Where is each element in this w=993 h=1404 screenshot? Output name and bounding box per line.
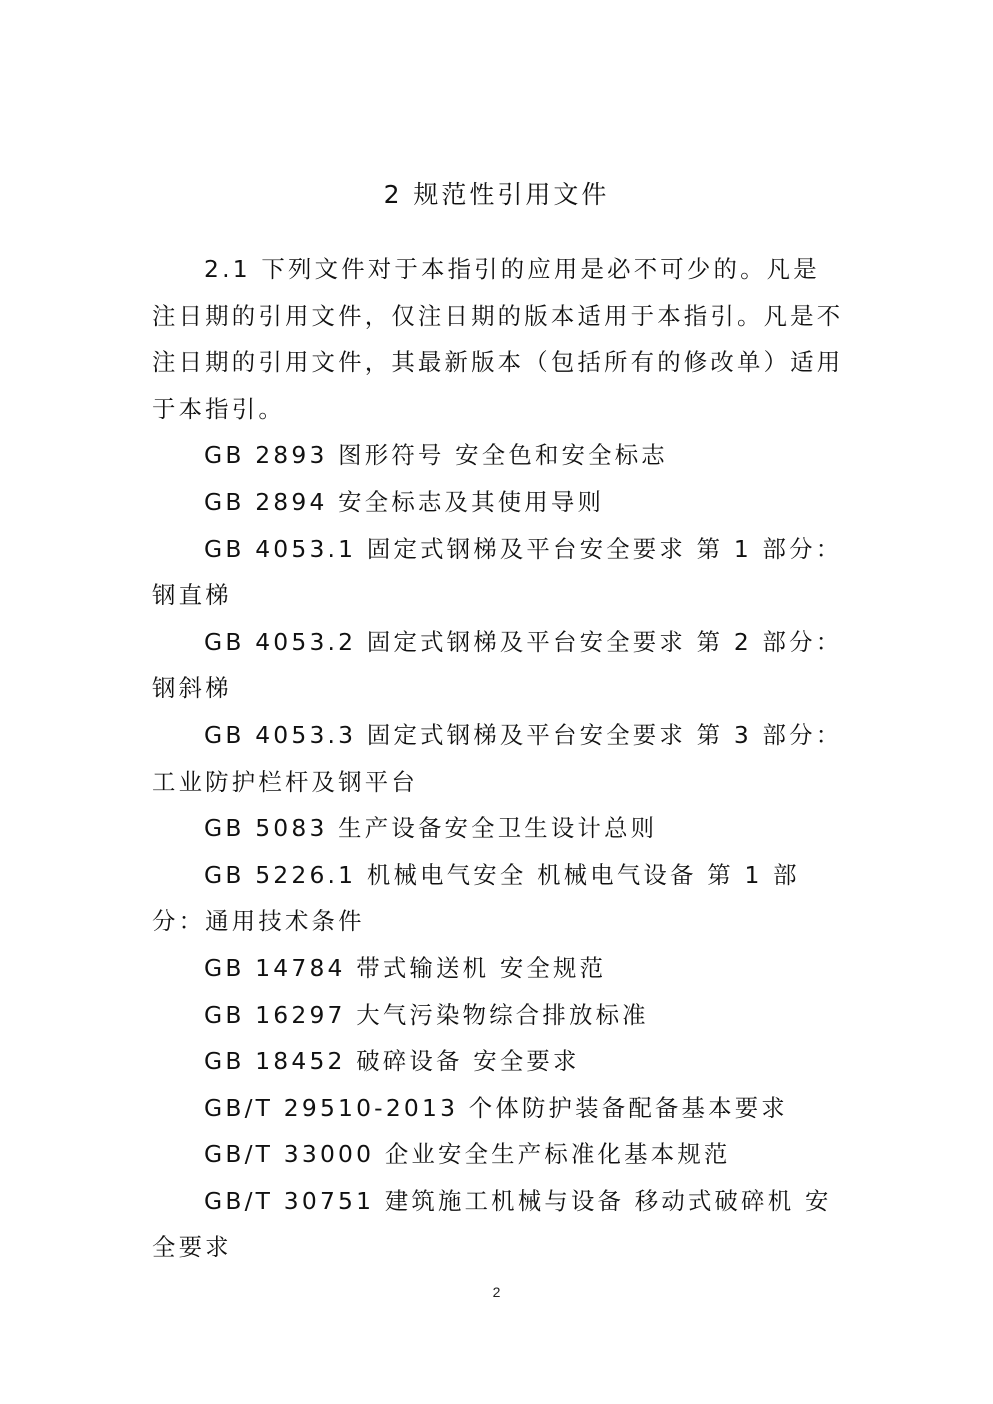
reference-item: GB 2894 安全标志及其使用导则: [204, 487, 605, 516]
reference-item: GB/T 29510-2013 个体防护装备配备基本要求: [204, 1093, 788, 1122]
reference-item: GB 4053.3 固定式钢梯及平台安全要求 第 3 部分：工业防护栏杆及钢平台: [152, 720, 843, 796]
reference-item: GB 16297 大气污染物综合排放标准: [204, 1000, 649, 1029]
reference-item: GB 4053.1 固定式钢梯及平台安全要求 第 1 部分：钢直梯: [152, 534, 843, 610]
reference-item: GB 5226.1 机械电气安全 机械电气设备 第 1 部分：通用技术条件: [152, 860, 800, 936]
reference-item: GB 2893 图形符号 安全色和安全标志: [204, 441, 668, 470]
reference-item: GB 18452 破碎设备 安全要求: [204, 1047, 580, 1076]
reference-item: GB 14784 带式输送机 安全规范: [204, 953, 607, 982]
section-title: 2 规范性引用文件: [383, 180, 610, 209]
reference-item: GB/T 30751 建筑施工机械与设备 移动式破碎机 安全要求: [152, 1186, 832, 1262]
reference-item: GB 4053.2 固定式钢梯及平台安全要求 第 2 部分：钢斜梯: [152, 627, 843, 703]
reference-list: [152, 432, 844, 1271]
intro-paragraph: 2.1 下列文件对于本指引的应用是必不可少的。凡是注日期的引用文件，仅注日期的版本适用于本指引。凡是不注日期的引用文件，其最新版本（包括所有的修改单）适用于本指引。: [152, 255, 844, 423]
reference-item: GB 5083 生产设备安全卫生设计总则: [204, 814, 658, 843]
page-number: 2: [492, 1284, 501, 1300]
section-body: [152, 246, 844, 1271]
reference-item: GB/T 33000 企业安全生产标准化基本规范: [204, 1140, 731, 1169]
